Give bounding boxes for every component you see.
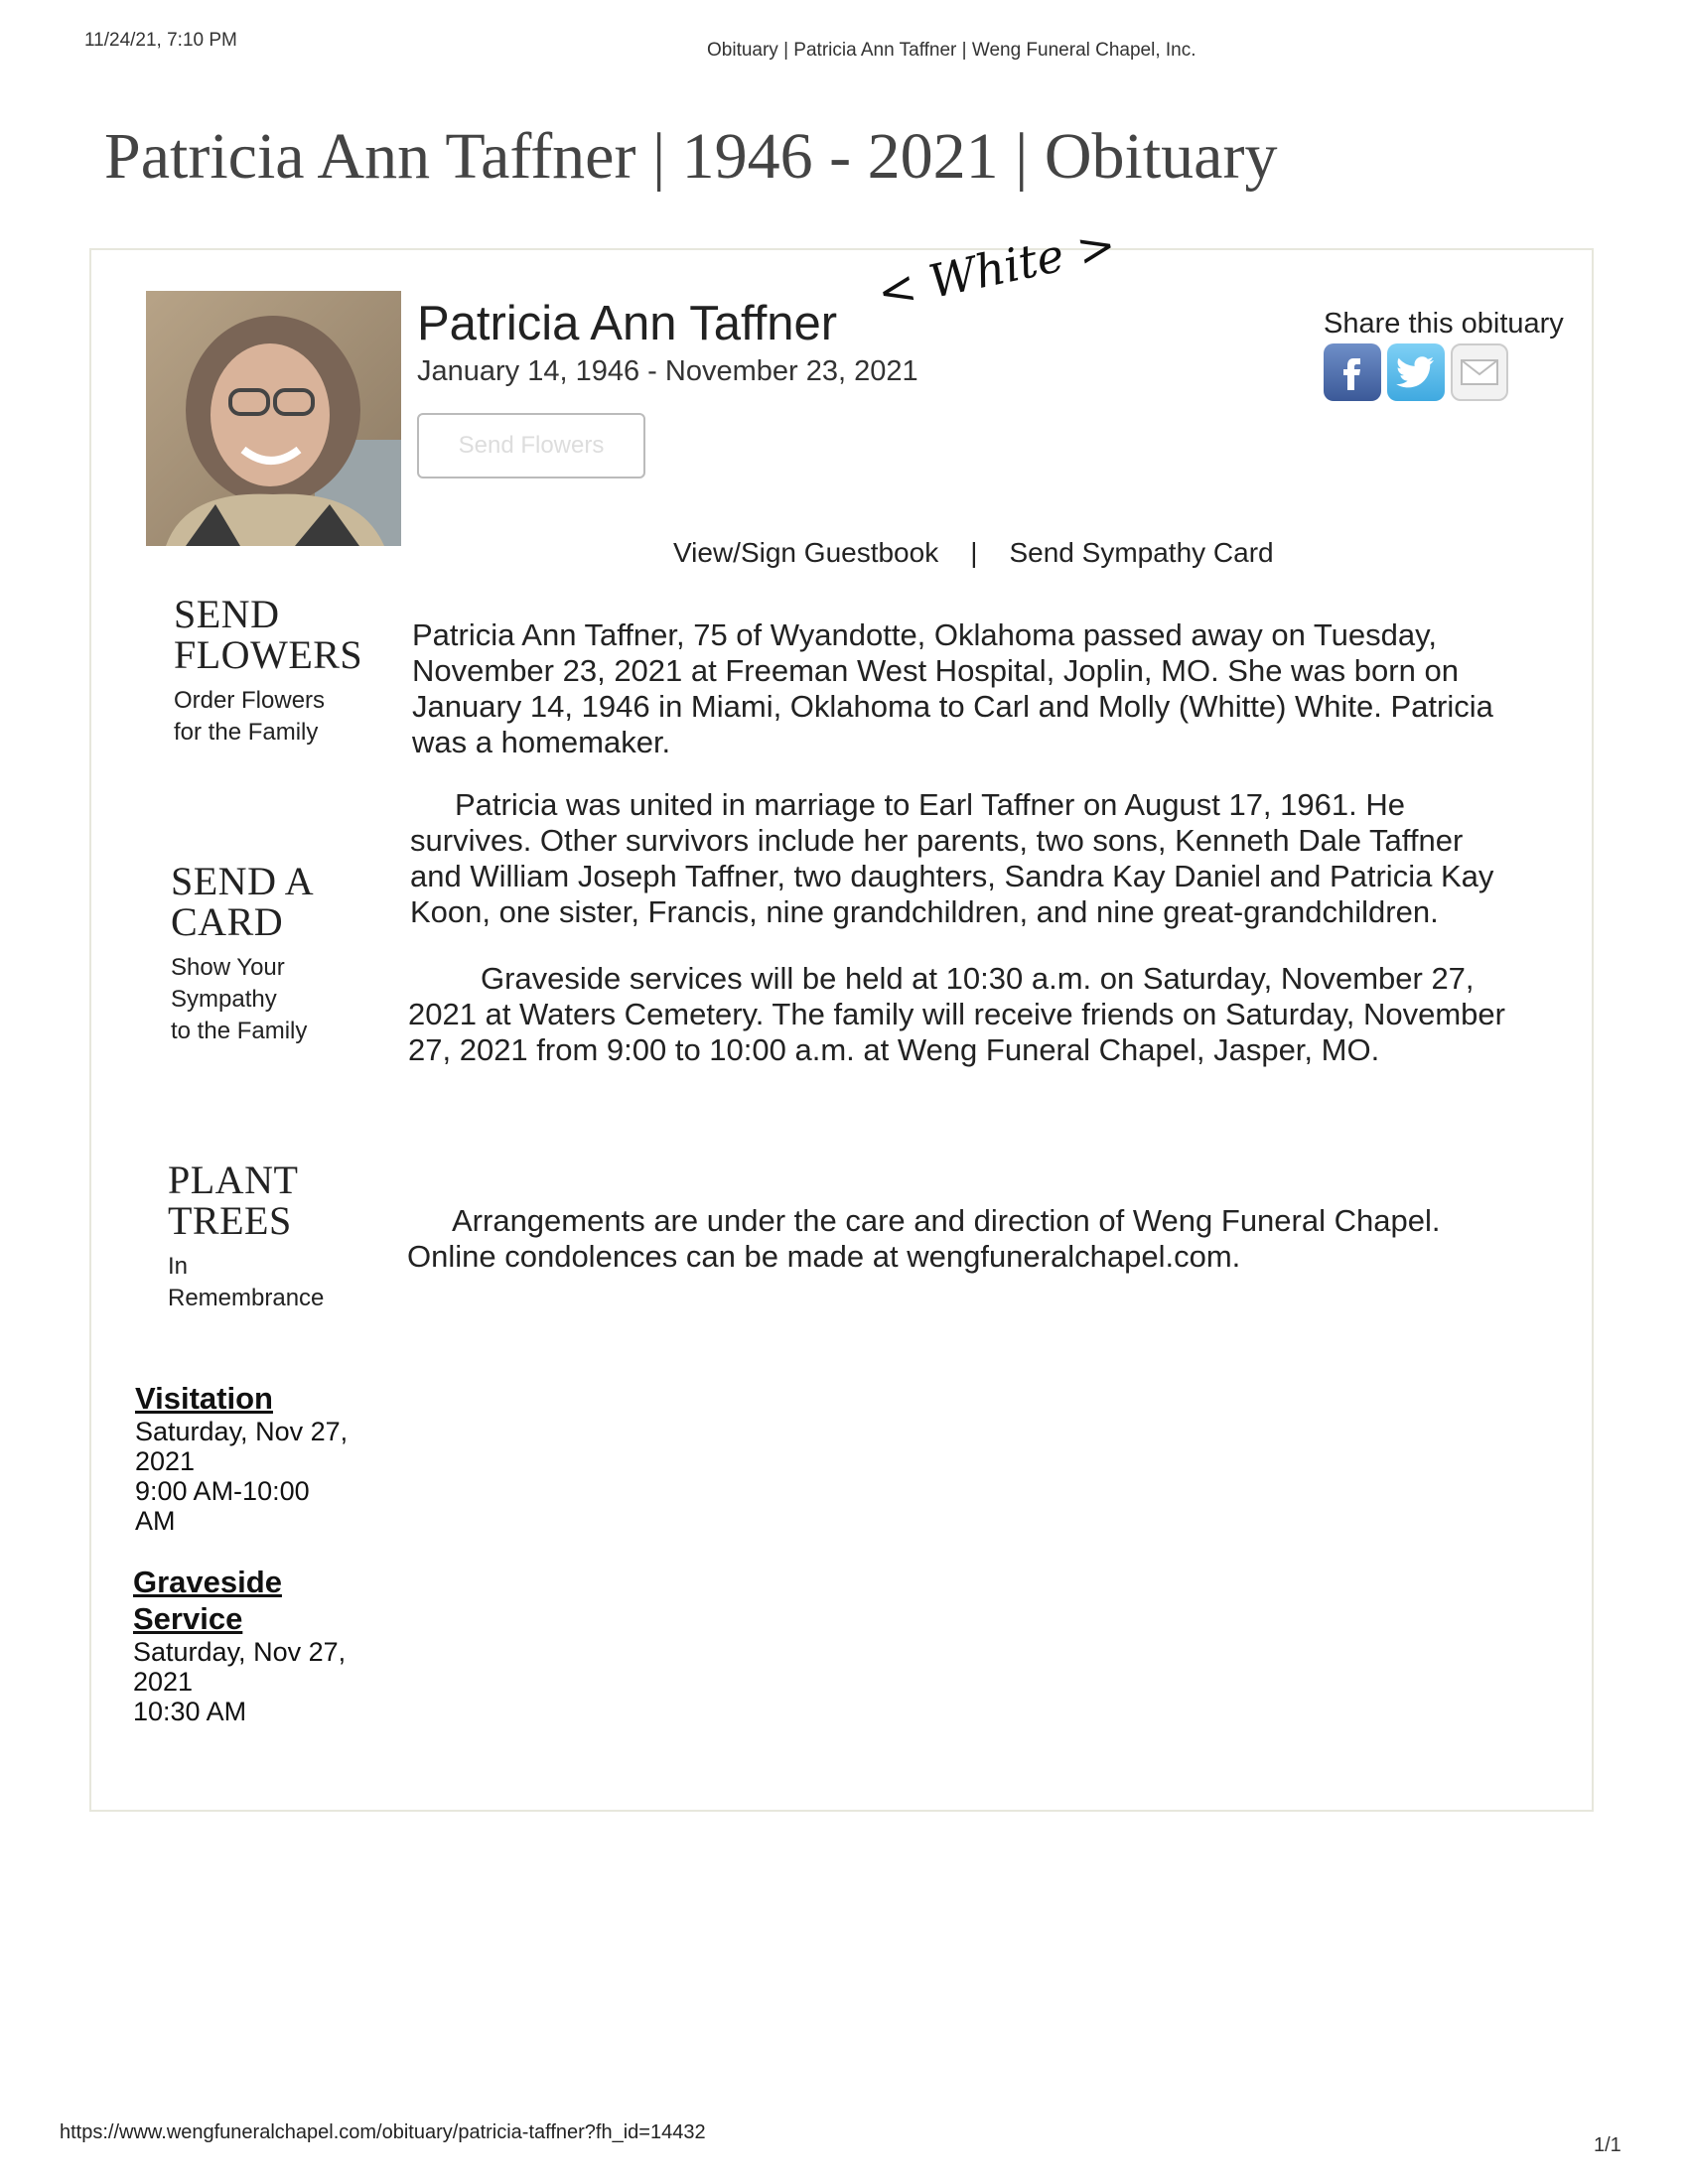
send-flowers-button[interactable]: Send Flowers [417,413,645,478]
visitation-title[interactable]: Visitation [135,1381,273,1416]
p2-line1: Patricia was united in marriage to Earl Taffner on August 17, 1961. He [455,787,1405,822]
send-card-sub-line1: Show Your [171,954,285,981]
p2-line3: and William Joseph Taffner, two daughters, Sandra Kay Daniel and Patricia Kay [410,859,1494,893]
graveside-event [133,1564,346,1726]
p2-line4: Koon, one sister, Francis, nine grandchildren, and nine great-grandchildren. [410,894,1439,929]
p3-line1: Graveside services will be held at 10:30 a.m. on Saturday, November 27, [481,961,1475,996]
send-flowers-title-line2: FLOWERS [174,632,363,677]
sidebar-plant-trees[interactable] [168,1160,324,1314]
share-label: Share this obituary [1324,308,1564,340]
send-card-title-line1: SEND A [171,859,315,903]
p4-line2: Online condolences can be made at wengfuneralchapel.com. [407,1239,1241,1274]
visitation-line4: AM [135,1506,176,1536]
send-card-sub-line2: Sympathy [171,986,277,1013]
plant-trees-title-line1: PLANT [168,1158,299,1202]
email-icon[interactable] [1451,343,1508,401]
print-footer-page: 1/1 [1594,2134,1621,2156]
portrait-photo [146,291,401,546]
obituary-paragraph-4 [407,1203,1549,1275]
sidebar-send-flowers[interactable] [174,594,362,749]
guestbook-link[interactable]: View/Sign Guestbook [673,537,939,568]
share-icons [1324,343,1508,401]
sympathy-card-link[interactable]: Send Sympathy Card [1009,537,1274,568]
graveside-line1: Saturday, Nov 27, [133,1637,347,1667]
obituary-paragraph-3 [408,961,1550,1068]
send-flowers-sub-line2: for the Family [174,719,319,746]
action-links [673,537,1274,569]
visitation-event [135,1380,348,1536]
graveside-line3: 10:30 AM [133,1697,247,1726]
page-title: Patricia Ann Taffner | 1946 - 2021 | Obituary [104,120,1278,193]
p1-line1: Patricia Ann Taffner, 75 of Wyandotte, Oklahoma passed away on Tuesday, [412,617,1437,652]
send-card-title-line2: CARD [171,899,284,944]
p3-line2: 2021 at Waters Cemetery. The family will receive friends on Saturday, November [408,997,1505,1031]
sidebar-send-card[interactable] [171,861,314,1047]
print-timestamp: 11/24/21, 7:10 PM [84,30,237,51]
print-tab-title: Obituary | Patricia Ann Taffner | Weng Funeral Chapel, Inc. [707,40,1196,61]
facebook-icon[interactable] [1324,343,1381,401]
obituary-paragraph-1 [412,617,1554,760]
plant-trees-sub-line1: In [168,1253,189,1280]
handwritten-annotation: < White > [872,216,1121,320]
graveside-line2: 2021 [133,1667,194,1697]
send-card-sub-line3: to the Family [171,1018,308,1044]
deceased-name: Patricia Ann Taffner [417,297,838,350]
twitter-icon[interactable] [1387,343,1445,401]
link-separator: | [970,537,978,568]
p1-line2: November 23, 2021 at Freeman West Hospital, Joplin, MO. She was born on [412,653,1459,688]
p1-line4: was a homemaker. [412,725,671,759]
visitation-line2: 2021 [135,1446,196,1476]
graveside-title-line1[interactable]: Graveside [133,1565,282,1599]
send-flowers-title-line1: SEND [174,592,280,636]
print-footer-url: https://www.wengfuneralchapel.com/obituary/patricia-taffner?fh_id=14432 [60,2121,706,2143]
send-flowers-sub-line1: Order Flowers [174,687,326,714]
visitation-line1: Saturday, Nov 27, [135,1417,349,1446]
p4-line1: Arrangements are under the care and direction of Weng Funeral Chapel. [452,1203,1441,1238]
plant-trees-sub-line2: Remembrance [168,1285,325,1311]
p2-line2: survives. Other survivors include her parents, two sons, Kenneth Dale Taffner [410,823,1464,858]
p3-line3: 27, 2021 from 9:00 to 10:00 a.m. at Weng Funeral Chapel, Jasper, MO. [408,1032,1380,1067]
obituary-paragraph-2 [410,787,1552,930]
plant-trees-title-line2: TREES [168,1198,292,1243]
visitation-line3: 9:00 AM-10:00 [135,1476,310,1506]
life-dates: January 14, 1946 - November 23, 2021 [417,355,918,387]
graveside-title-line2[interactable]: Service [133,1601,243,1636]
p1-line3: January 14, 1946 in Miami, Oklahoma to Carl and Molly (Whitte) White. Patricia [412,689,1493,724]
